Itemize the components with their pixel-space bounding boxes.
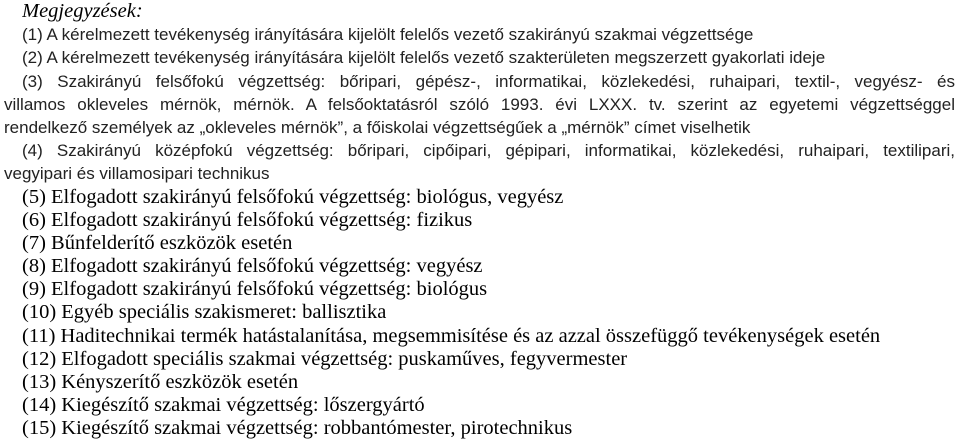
note-11 bbox=[0, 325, 960, 348]
note-10-line-1: (10) Egyéb speciális szakismeret: ballisztika bbox=[22, 301, 387, 324]
note-14-line-1: (14) Kiegészítő szakmai végzettség: lőszergyártó bbox=[22, 394, 425, 417]
note-3 bbox=[0, 70, 960, 140]
note-9 bbox=[0, 278, 960, 301]
note-9-line-1: (9) Elfogadott szakirányú felsőfokú végzettség: biológus bbox=[22, 278, 488, 301]
note-15-line-1: (15) Kiegészítő szakmai végzettség: robbantómester, pirotechnikus bbox=[22, 417, 573, 440]
note-12-line-1: (12) Elfogadott speciális szakmai végzettség: puskaműves, fegyvermester bbox=[22, 347, 628, 370]
note-11-line-1: (11) Haditechnikai termék hatástalanítása, megsemmisítése és az azzal összefüggő tevékenységek esetén bbox=[22, 324, 881, 347]
note-12 bbox=[0, 348, 960, 371]
note-15 bbox=[0, 417, 960, 440]
note-13-line-1: (13) Kényszerítő eszközök esetén bbox=[22, 371, 299, 393]
note-3-line-2: villamos okleveles mérnök, mérnök. A felsőoktatásról szóló 1993. évi LXXX. tv. szerint az egyetemi végzettséggel bbox=[4, 94, 955, 114]
note-3-line-3: rendelkező személyek az „okleveles mérnök”, a főiskolai végzettségűek a „mérnök” címet viselhetik bbox=[4, 117, 751, 137]
note-7 bbox=[0, 232, 960, 255]
note-5-line-1: (5) Elfogadott szakirányú felsőfokú végzettség: biológus, vegyész bbox=[22, 185, 564, 208]
notes-heading: Megjegyzések: bbox=[22, 0, 143, 22]
note-5 bbox=[0, 186, 960, 209]
note-8 bbox=[0, 255, 960, 278]
note-4-line-2: vegyipari és villamosipari technikus bbox=[4, 164, 270, 184]
note-2-line-1: (2) A kérelmezett tevékenység irányítására kijelölt felelős vezető szakterületen megszerzett gyakorlati ideje bbox=[22, 48, 826, 68]
note-13 bbox=[0, 371, 960, 394]
note-2 bbox=[0, 46, 960, 69]
note-8-line-1: (8) Elfogadott szakirányú felsőfokú végzettség: vegyész bbox=[22, 255, 483, 278]
note-6-line-1: (6) Elfogadott szakirányú felsőfokú végzettség: fizikus bbox=[22, 208, 473, 231]
note-4-line-1: (4) Szakirányú középfokú végzettség: bőripari, cipőipari, gépipari, informatikai, közlekedési, ruhaipari, textilipari, bbox=[22, 141, 955, 161]
note-3-line-1: (3) Szakirányú felsőfokú végzettség: bőripari, gépész-, informatikai, közlekedési, ruhaipari, textil-, vegyész- és bbox=[22, 71, 955, 91]
note-6 bbox=[0, 209, 960, 232]
note-14 bbox=[0, 394, 960, 417]
note-1 bbox=[0, 23, 960, 46]
note-7-line-1: (7) Bűnfelderítő eszközök esetén bbox=[22, 231, 293, 254]
note-4 bbox=[0, 139, 960, 185]
note-1-line-1: (1) A kérelmezett tevékenység irányítására kijelölt felelős vezető szakirányú szakmai végzettsége bbox=[22, 25, 754, 45]
note-10 bbox=[0, 301, 960, 324]
